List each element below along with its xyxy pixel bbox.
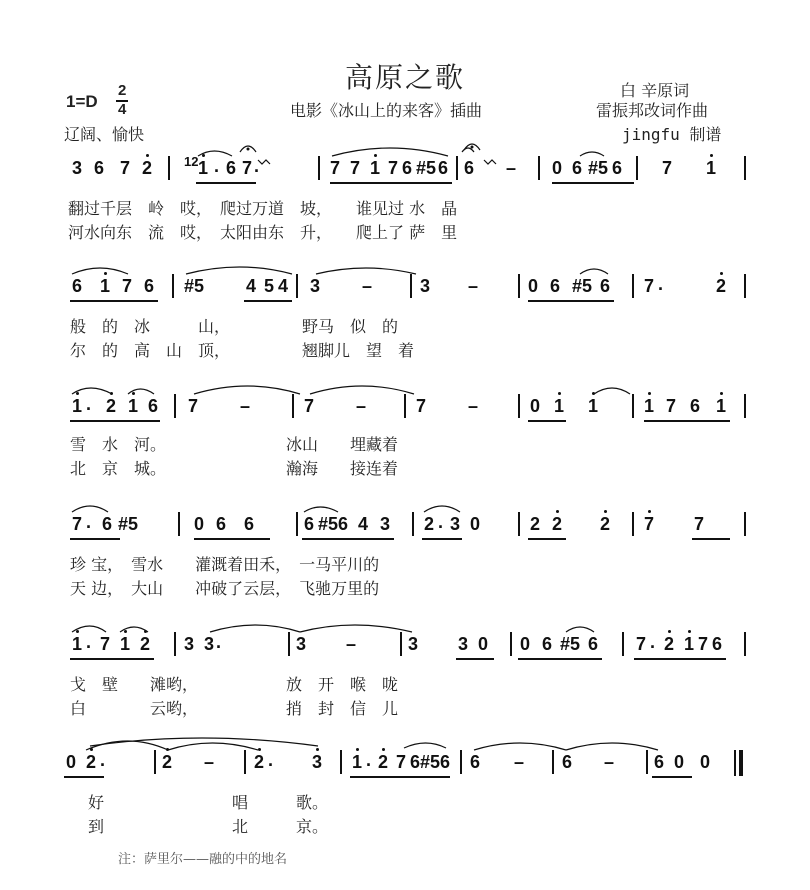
note: 1 [716,396,727,416]
time-signature-top: 2 [118,82,127,99]
note: 3 [380,514,391,534]
note: 2 [716,276,727,296]
note: 2 [552,514,563,534]
time-signature-bottom: 4 [118,101,127,118]
note: 2 [378,752,389,772]
note: #5 [118,514,139,534]
note: 7 [120,158,131,178]
note: 6 [102,514,113,534]
note: 6 [410,752,421,772]
note: 1 [100,276,111,296]
note: 1 [352,752,363,772]
grace-note: 12 [184,154,199,169]
note: 6 [226,158,237,178]
note: #5 [318,514,339,534]
note: #5 [572,276,593,296]
note: – [604,752,615,772]
note: 7 [72,514,83,534]
note: 1 [684,634,695,654]
lyrics-verse-1: 戈 壁 滩哟， 放 开 喉 咙 [70,675,399,694]
note: #5 [588,158,609,178]
dot-duration: . [658,274,664,294]
note: 4 [246,276,257,296]
note: 6 [600,276,611,296]
note: 0 [478,634,489,654]
note: 1 [72,634,83,654]
note: – [468,396,479,416]
note: 3 [184,634,195,654]
note: 3 [458,634,469,654]
note: 3 [450,514,461,534]
note: 7 [662,158,673,178]
note: 2 [162,752,173,772]
note: 6 [304,514,315,534]
lyrics-verse-1: 好 唱 歌。 [88,793,329,812]
note: 1 [644,396,655,416]
note: 1 [72,396,83,416]
note: – [506,158,517,178]
note: 2 [142,158,153,178]
lyrics-verse-1: 翻过千层 岭 哎， 爬过万道 坡， 谁见过 水 晶 [68,199,458,218]
note: 3 [420,276,431,296]
note: 0 [528,276,539,296]
note: 2 [424,514,435,534]
note: 6 [72,276,83,296]
note: 7 [666,396,677,416]
note: – [514,752,525,772]
note: 6 [94,158,105,178]
note: 7 [122,276,133,296]
note: 7 [644,276,655,296]
note: 6 [402,158,413,178]
note: #5 [560,634,581,654]
lyrics-verse-2: 尔 的 高 山 顶， 翘脚儿 望 着 [70,341,415,360]
note: 1 [554,396,565,416]
note: 4 [358,514,369,534]
dot-duration: . [268,750,274,770]
note: 0 [552,158,563,178]
note: 7 [350,158,361,178]
note: 3 [296,634,307,654]
lyrics-verse-2: 河水向东 流 哎， 太阳由东 升， 爬上了 萨 里 [68,223,458,242]
note: 1 [120,634,131,654]
note: – [346,634,357,654]
note: 7 [636,634,647,654]
note: 2 [530,514,541,534]
note: 6 [438,158,449,178]
note: 6 [562,752,573,772]
note: 7 [694,514,705,534]
note: 6 [712,634,723,654]
note: #5 [184,276,205,296]
dot-duration: . [650,632,656,652]
note: 1 [128,396,139,416]
dot-duration: . [216,632,222,652]
dot-duration: . [214,156,220,176]
note: 2 [86,752,97,772]
dot-duration: . [100,750,106,770]
note: #5 [420,752,441,772]
note: 0 [530,396,541,416]
note: – [468,276,479,296]
note: – [362,276,373,296]
tempo-marking: 辽阔、愉快 [64,125,145,144]
lyrics-verse-1: 般 的 冰 山， 野马 似 的 [70,317,399,336]
lyrics-verse-2: 白 云哟， 捎 封 信 儿 [70,699,399,718]
note: 2 [106,396,117,416]
note: 3 [408,634,419,654]
song-subtitle: 电影《冰山上的来客》插曲 [290,101,483,120]
note: 2 [254,752,265,772]
note: 7 [188,396,199,416]
note: #5 [416,158,437,178]
note: 3 [312,752,323,772]
note: 6 [690,396,701,416]
note: 6 [470,752,481,772]
note: 0 [674,752,685,772]
note: 5 [264,276,275,296]
note: – [204,752,215,772]
note: 3 [72,158,83,178]
note: 6 [464,158,475,178]
song-title: 高原之歌 [344,61,465,94]
key-signature: 1=D [66,92,98,111]
dot-duration: . [86,394,92,414]
note: 7 [644,514,655,534]
note: 6 [588,634,599,654]
note: 6 [550,276,561,296]
note: 6 [572,158,583,178]
footer-note: 注：萨里尔——融的中的地名 [118,852,288,867]
note: 7 [388,158,399,178]
note: 7 [416,396,427,416]
note: 0 [700,752,711,772]
note: 1 [588,396,599,416]
note: 2 [600,514,611,534]
note: 6 [144,276,155,296]
note: 0 [66,752,77,772]
note: 1 [706,158,717,178]
dot-duration: . [86,632,92,652]
engraver-credit: jingfu 制谱 [622,125,722,144]
note: 0 [520,634,531,654]
note: 6 [654,752,665,772]
note: 1 [198,158,209,178]
composer-credit: 雷振邦改词作曲 [596,101,709,120]
note: 3 [310,276,321,296]
note: 2 [140,634,151,654]
note: 6 [612,158,623,178]
note: 6 [440,752,451,772]
note: 7 [330,158,341,178]
dot-duration: . [366,750,372,770]
note: 0 [194,514,205,534]
dot-duration: . [438,512,444,532]
lyrics-verse-2: 到 北 京。 [88,817,329,836]
lyricist-credit: 白 辛原词 [620,81,690,100]
note: 7 [396,752,407,772]
note: – [356,396,367,416]
note: 6 [244,514,255,534]
note: 2 [664,634,675,654]
dot-duration: . [254,156,260,176]
note: 6 [216,514,227,534]
note: 7 [304,396,315,416]
lyrics-verse-2: 北 京 城。 瀚海 接连着 [70,459,399,478]
note: 7 [100,634,111,654]
note: 6 [542,634,553,654]
lyrics-verse-1: 珍 宝， 雪水 灌溉着田禾， 一马平川的 [70,555,380,574]
note: 3 [204,634,215,654]
lyrics-verse-1: 雪 水 河。 冰山 埋藏着 [70,435,399,454]
note: 6 [148,396,159,416]
note: 7 [242,158,253,178]
note: 4 [278,276,289,296]
note: 6 [338,514,349,534]
note: 7 [698,634,709,654]
note: – [240,396,251,416]
lyrics-verse-2: 天 边， 大山 冲破了云层， 飞驰万里的 [70,579,380,598]
dot-duration: . [86,512,92,532]
note: 1 [370,158,381,178]
note: 0 [470,514,481,534]
